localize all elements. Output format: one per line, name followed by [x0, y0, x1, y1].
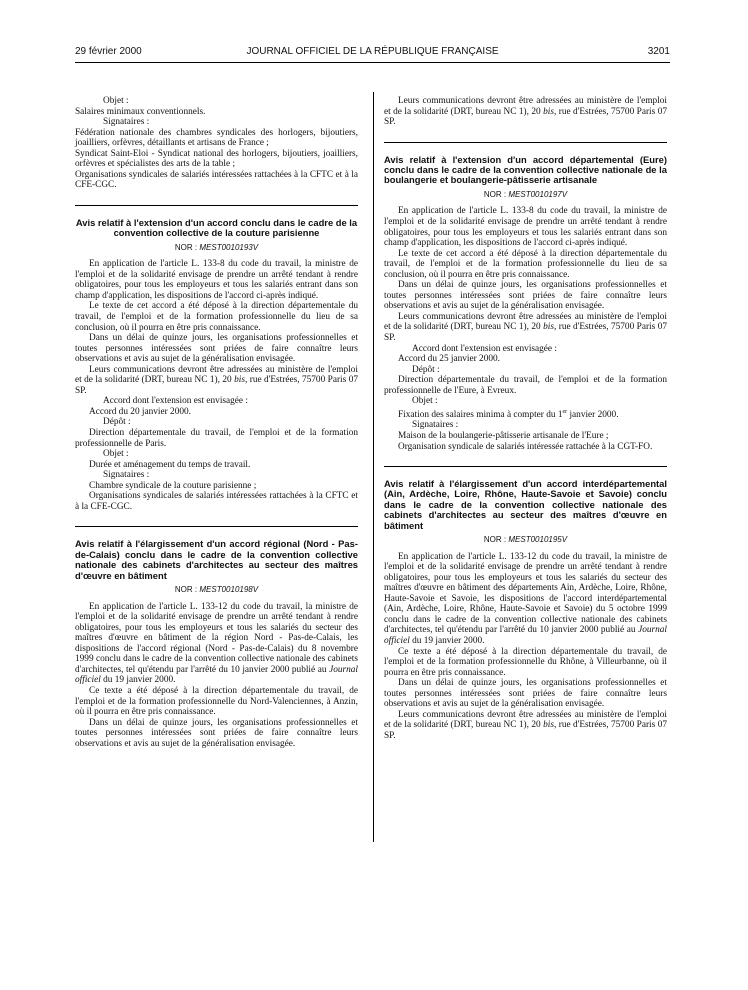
nor-label: NOR : [174, 242, 198, 252]
objet-value: Salaires minimaux conventionnels. [75, 106, 206, 117]
nor-reference [384, 190, 667, 201]
paragraph: En application de l'article L. 133-8 du code du travail, la ministre de l'emploi et de la solidarité envisage de prendre un arrêté tendant à rendre obligatoires, pour tous les employeurs et tous les salariés entrant dans son champ d'application, les dispositions de l'accord ci-après indiqué. [384, 206, 667, 249]
nor-label: NOR : [483, 189, 507, 199]
depot-value: Direction départementale du travail, de l'emploi et de la formation professionnelle de l'Eure, à Evreux. [384, 375, 667, 396]
text-italic: bis [234, 375, 245, 386]
signataires-label: Signataires : [103, 117, 150, 128]
accord-label: Accord dont l'extension est envisagée : [103, 396, 248, 407]
nor-code: MEST0010197V [508, 189, 568, 199]
paragraph: En application de l'article L. 133-8 du code du travail, la ministre de l'emploi et de la solidarité envisage de prendre un arrêté tendant à rendre obligatoires, pour tous les employeurs et tous les salariés entrant dans son champ d'application, les dispositions de l'accord ci-après indiqué. [75, 259, 358, 301]
text-italic: bis [543, 720, 554, 731]
accord-label: Accord dont l'extension est envisagée : [412, 343, 557, 354]
nor-label: NOR : [174, 585, 198, 595]
signataire: Organisations syndicales de salariés intéressées rattachées à la CFTC et à la CFE-CGC. [75, 169, 358, 191]
signataire: Fédération nationale des chambres syndicales des horlogers, bijoutiers, joailliers, orfèvres, détaillants et artisans de France ; [75, 127, 358, 149]
paragraph [384, 96, 667, 128]
text: Leurs communications devront être adressées au ministère de l'emploi et de la solidarité (DRT, bureau NC 1), 20 [384, 709, 667, 731]
signataire: Syndicat Saint-Eloi - Syndicat national des horlogers, bijoutiers, joailliers, orfèvres et spécialistes des arts de la table ; [75, 148, 358, 170]
paragraph: Le texte de cet accord a été déposé à la direction départementale du travail, de l'emploi et de la formation professionnelle du lieu de sa conclusion, où il pourra en être pris connaissance. [75, 301, 358, 333]
objet-label: Objet : [103, 449, 129, 460]
article-separator [75, 205, 358, 206]
article-title: Avis relatif à l'extension d'un accord conclu dans le cadre de la convention collective de la couture parisienne [75, 216, 358, 239]
superscript: er [562, 408, 568, 415]
paragraph [384, 710, 667, 742]
header-date: 29 février 2000 [75, 46, 142, 57]
paragraph [384, 312, 667, 344]
signataire: Organisations syndicales de salariés intéressées rattachées à la CFTC et à la CFE-CGC. [75, 491, 358, 512]
signataire: Maison de la boulangerie-pâtisserie artisanale de l'Eure ; [398, 430, 609, 441]
header-rule [75, 62, 670, 63]
depot-label: Dépôt : [412, 364, 440, 375]
objet-label: Objet : [412, 396, 438, 407]
article-separator [75, 526, 358, 527]
article-separator [384, 142, 667, 143]
text: Leurs communications devront être adressées au ministère de l'emploi et de la solidarité (DRT, bureau NC 1), 20 [384, 311, 667, 333]
depot-label: Dépôt : [103, 417, 131, 428]
text-italic: Journal officiel [384, 625, 667, 647]
text: Leurs communications devront être adressées au ministère de l'emploi et de la solidarité (DRT, bureau NC 1), 20 [384, 96, 667, 117]
paragraph [384, 552, 667, 647]
text: En application de l'article L. 133-12 du code du travail, la ministre de l'emploi et de la solidarité envisage de prendre un arrêté tendant à rendre obligatoires, pour tous les employeurs et tous les salariés du secteur des maîtres d'œuvre en bâtiment de la région Nord - Pas-de-Calais, les dispositions de l'accord régional (Nord - Pas-de-Calais) du 8 novembre 1999 conclu dans le cadre de la convention collective nationale des cabinets d'architectes, tel qu'étendu par l'arrêté du 10 janvier 2000 publié au [75, 601, 358, 675]
article-title: Avis relatif à l'élargissement d'un accord interdépartemental (Ain, Ardèche, Loire, Rhône, Haute-Savoie et Savoie) conclu dans le cadre de la convention collective nationale des cabinets d'architectes au secteur des maîtres d'œuvre en bâtiment [384, 478, 667, 531]
paragraph: Ce texte a été déposé à la direction départementale du travail, de l'emploi et de la formation professionnelle du Rhône, à Villeurbanne, où il pourra en être pris connaissance. [384, 646, 667, 678]
column-divider [373, 92, 374, 842]
nor-code: MEST0010195V [508, 535, 568, 545]
text: du 19 janvier 2000. [409, 636, 485, 647]
signataire: Chambre syndicale de la couture parisienne ; [89, 480, 257, 491]
accord-value: Accord du 25 janvier 2000. [398, 354, 500, 365]
page-header [75, 46, 670, 60]
text: Leurs communications devront être adressées au ministère de l'emploi et de la solidarité (DRT, bureau NC 1), 20 [75, 364, 358, 386]
objet-value: Durée et aménagement du temps de travail. [89, 459, 251, 470]
paragraph: Dans un délai de quinze jours, les organisations professionnelles et toutes personnes intéressées sont priées de faire connaître leurs observations et avis au sujet de la généralisation envisagée. [75, 717, 358, 749]
text-italic: bis [543, 106, 554, 117]
paragraph [75, 365, 358, 397]
text: du 19 janvier 2000. [100, 675, 176, 686]
text: janvier 2000. [567, 409, 619, 420]
depot-value: Direction départementale du travail, de l'emploi et de la formation professionnelle de Paris. [75, 428, 358, 449]
text-italic: bis [543, 322, 554, 333]
header-journal-title: JOURNAL OFFICIEL DE LA RÉPUBLIQUE FRANÇAISE [246, 46, 499, 57]
article-separator [384, 466, 667, 467]
right-column [384, 96, 667, 742]
signataires-label: Signataires : [412, 420, 459, 431]
nor-reference [75, 243, 358, 254]
nor-reference [384, 535, 667, 546]
paragraph [75, 602, 358, 686]
header-page-number: 3201 [647, 46, 670, 57]
paragraph: Dans un délai de quinze jours, les organisations professionnelles et toutes personnes intéressées sont priées de faire connaître leurs observations et avis au sujet de la généralisation envisagée. [75, 333, 358, 365]
paragraph: Ce texte a été déposé à la direction départementale du travail, de l'emploi et de la formation professionnelle du Nord-Valenciennes, à Anzin, où il pourra en être pris connaissance. [75, 685, 358, 718]
text-italic: Journal officiel [75, 664, 358, 686]
text: En application de l'article L. 133-12 du code du travail, la ministre de l'emploi et de la solidarité envisage de prendre un arrêté tendant à rendre obligatoires, pour tous les employeurs et tous les salariés du secteur des maîtres d'œuvre en bâtiment des départements Ain, Ardèche, Loire, Rhône, Haute-Savoie et Savoie, les dispositions de l'accord interdépartemental (Ain, Ardèche, Loire, Rhône, Haute-Savoie et Savoie) du 5 octobre 1999 conclu dans le cadre de la convention collective nationale des cabinets d'architectes, tel qu'étendu par l'arrêté du 10 janvier 2000 publié au [384, 551, 667, 636]
nor-code: MEST0010198V [199, 585, 259, 595]
nor-code: MEST0010193V [199, 242, 259, 252]
paragraph: Dans un délai de quinze jours, les organisations professionnelles et toutes personnes intéressées sont priées de faire connaître leurs observations et avis au sujet de la généralisation envisagée. [384, 678, 667, 710]
text: , rue d'Estrées, 75700 Paris 07 SP. [384, 720, 667, 741]
objet-value [384, 407, 667, 421]
text: , rue d'Estrées, 75700 Paris 07 SP. [384, 322, 667, 343]
article-title: Avis relatif à l'extension d'un accord départemental (Eure) conclu dans le cadre de la convention collective nationale de la boulangerie et boulangerie-pâtisserie artisanale [384, 153, 667, 186]
nor-label: NOR : [483, 535, 507, 545]
paragraph: Le texte de cet accord a été déposé à la direction départementale du travail, de l'emploi et de la formation professionnelle du lieu de sa conclusion, où il pourra en être pris connaissance. [384, 248, 667, 280]
text: Fixation des salaires minima à compter du 1 [398, 409, 563, 420]
paragraph: Dans un délai de quinze jours, les organisations professionnelles et toutes personnes intéressées sont priées de faire connaître leurs observations et avis au sujet de la généralisation envisagée. [384, 280, 667, 312]
objet-label: Objet : [103, 96, 129, 106]
signataires-label: Signataires : [103, 470, 150, 481]
signataire: Organisation syndicale de salariés intéressée rattachée à la CGT-FO. [398, 441, 653, 452]
accord-value: Accord du 20 janvier 2000. [89, 406, 191, 417]
article-title: Avis relatif à l'élargissement d'un accord régional (Nord - Pas-de-Calais) conclu dans le cadre de la convention collective nationale des cabinets d'architectes au secteur des maîtres d'œuvre en bâtiment [75, 538, 358, 581]
nor-reference [75, 585, 358, 596]
text: , rue d'Estrées, 75700 Paris 07 SP. [75, 375, 358, 396]
text: , rue d'Estrées, 75700 Paris 07 SP. [384, 106, 667, 128]
left-column [75, 96, 358, 749]
